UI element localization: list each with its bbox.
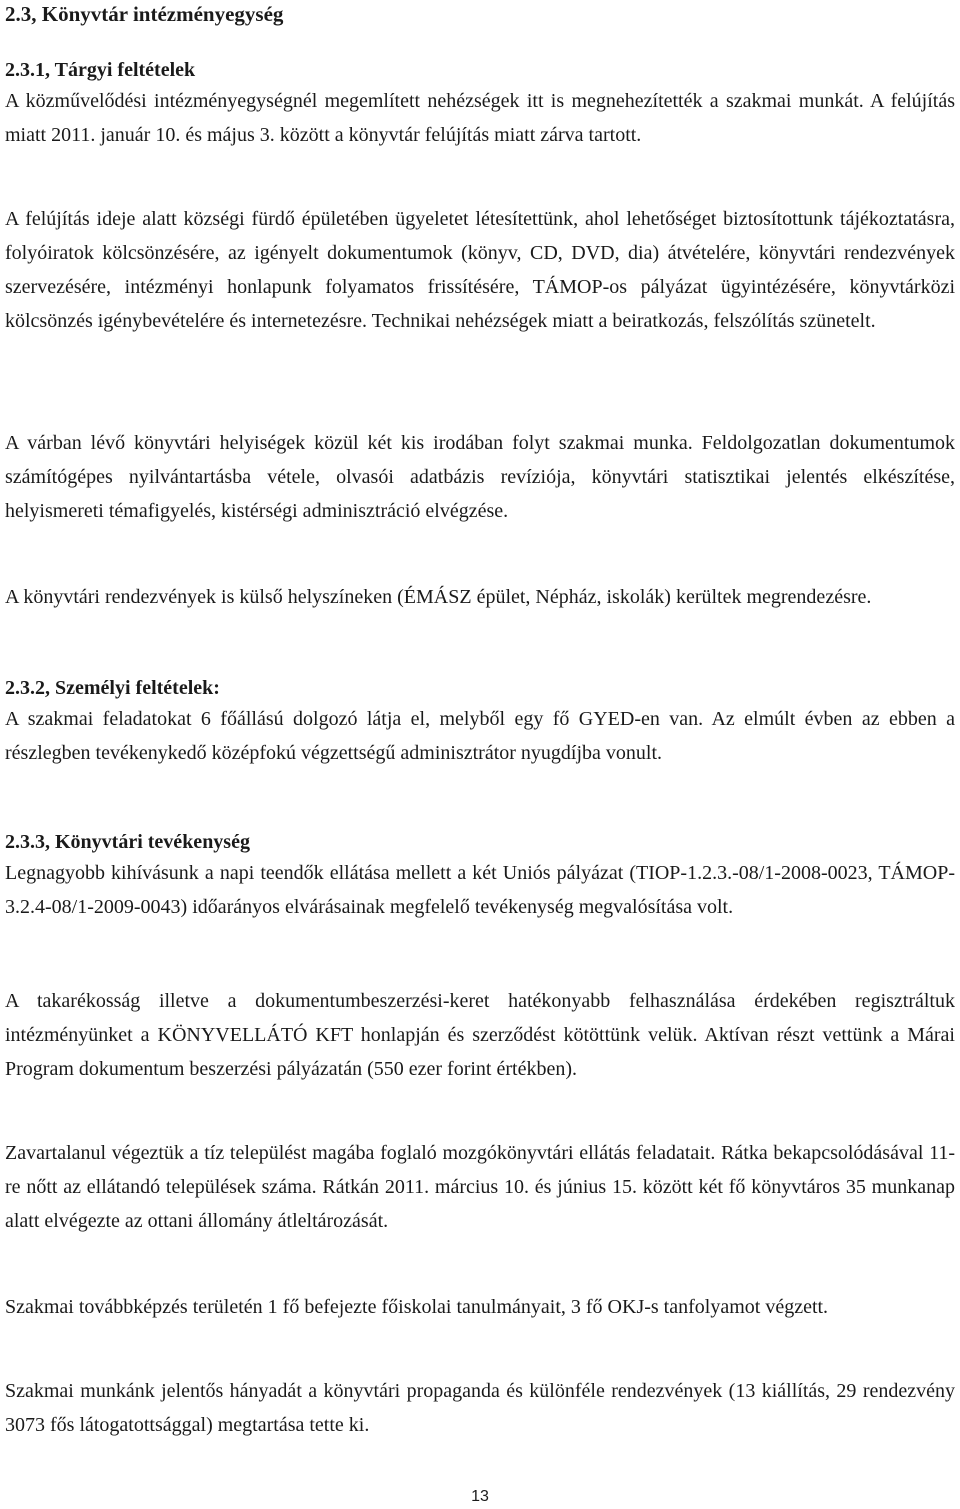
subsection-heading-tevékenység: 2.3.3, Könyvtári tevékenység	[5, 831, 250, 853]
section-heading: 2.3, Könyvtár intézményegység	[5, 2, 284, 26]
paragraph-tevékenység-1: Legnagyobb kihívásunk a napi teendők ellátása mellett a két Uniós pályázat (TIOP-1.2.3.-08/1-2008-0023, TÁMOP-3.2.4-08/1-2009-0043) időarányos elvárásainak megfelelő tevékenység megvalósítása volt.	[5, 862, 955, 918]
subsection-heading-személyi: 2.3.2, Személyi feltételek:	[5, 677, 220, 699]
paragraph-tárgyi-1: A közművelődési intézményegységnél megemlített nehézségek itt is megnehezítették a szakmai munkát. A felújítás miatt 2011. január 10. és május 3. között a könyvtár felújítás miatt zárva tartott.	[5, 90, 955, 146]
paragraph-tevékenység-2: A takarékosság illetve a dokumentumbeszerzési-keret hatékonyabb felhasználása érdekében regisztráltuk intézményünket a KÖNYVELLÁTÓ KFT honlapján és szerződést kötöttünk velük. Aktívan részt vettünk a Márai Program dokumentum beszerzési pályázatán (550 ezer forint értékben).	[5, 990, 955, 1080]
paragraph-tevékenység-3: Zavartalanul végeztük a tíz települést magába foglaló mozgókönyvtári ellátás feladatait. Rátka bekapcsolódásával 11-re nőtt az ellátandó települések száma. Rátkán 2011. március 10. és június 15. között két fő könyvtáros 35 munkanap alatt elvégezte az ottani állomány átleltározását.	[5, 1142, 955, 1232]
paragraph-tevékenység-5: Szakmai munkánk jelentős hányadát a könyvtári propaganda és különféle rendezvények (13 kiállítás, 29 rendezvény 3073 fős látogatottsággal) megtartása tette ki.	[5, 1380, 955, 1436]
paragraph-tevékenység-4: Szakmai továbbképzés területén 1 fő befejezte főiskolai tanulmányait, 3 fő OKJ-s tanfolyamot végzett.	[5, 1296, 829, 1318]
paragraph-tárgyi-3: A várban lévő könyvtári helyiségek közül két kis irodában folyt szakmai munka. Feldolgozatlan dokumentumok számítógépes nyilvántartásba vétele, olvasói adatbázis revíziója, könyvtári statisztikai jelentés elkészítése, helyismereti témafigyelés, kistérségi adminisztráció elvégzése.	[5, 432, 955, 522]
paragraph-tárgyi-2: A felújítás ideje alatt községi fürdő épületében ügyeletet létesítettünk, ahol lehetőséget biztosítottunk tájékoztatásra, folyóiratok kölcsönzésére, az igényelt dokumentumok (könyv, CD, DVD, dia) átvételére, könyvtári rendezvények szervezésére, intézményi honlapunk folyamatos frissítésére, TÁMOP-os pályázat ügyintézésére, könyvtárközi kölcsönzés igénybevételére és internetezésre. Technikai nehézségek miatt a beiratkozás, felszólítás szünetelt.	[5, 208, 955, 332]
paragraph-személyi-1: A szakmai feladatokat 6 főállású dolgozó látja el, melyből egy fő GYED-en van. Az elmúlt évben az ebben a részlegben tevékenykedő középfokú végzettségű adminisztrátor nyugdíjba vonult.	[5, 708, 955, 764]
page-number: 13	[471, 1488, 489, 1505]
paragraph-tárgyi-4: A könyvtári rendezvények is külső helyszíneken (ÉMÁSZ épület, Népház, iskolák) kerültek megrendezésre.	[5, 586, 872, 608]
subsection-heading-tárgyi: 2.3.1, Tárgyi feltételek	[5, 59, 196, 81]
